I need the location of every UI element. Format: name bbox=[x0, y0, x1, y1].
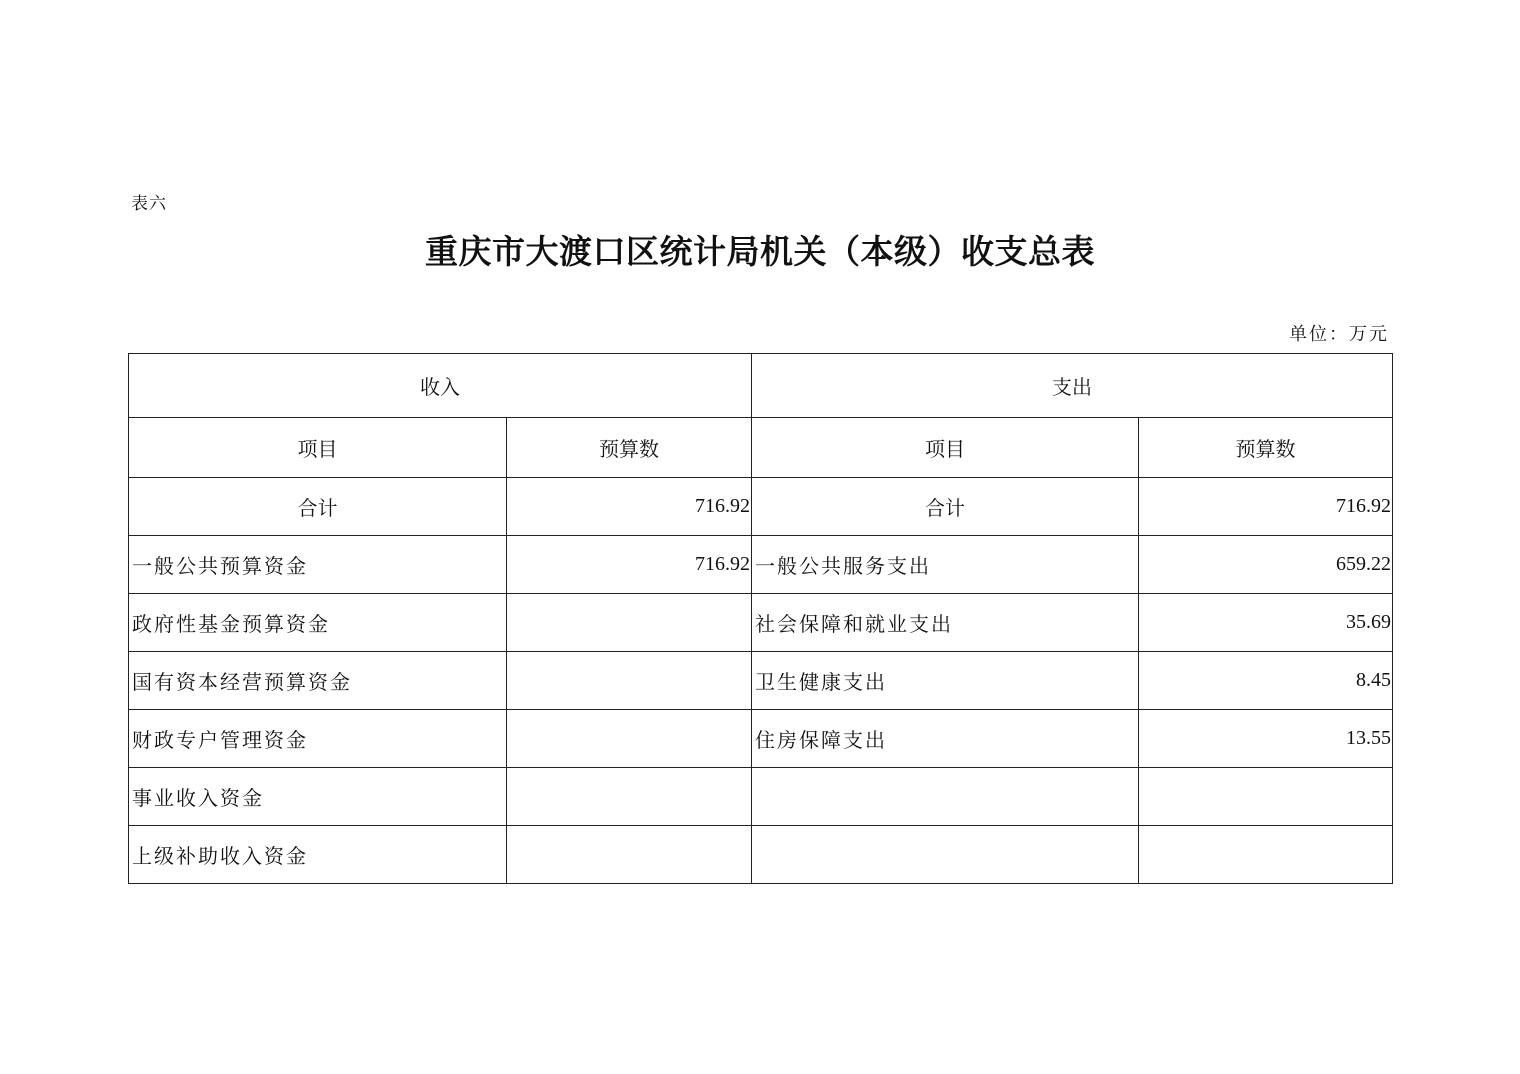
expense-item-cell: 卫生健康支出 bbox=[752, 652, 1139, 710]
income-amount-cell bbox=[507, 652, 752, 710]
total-row bbox=[129, 478, 1393, 536]
column-header-row bbox=[129, 418, 1393, 478]
expense-amount-cell bbox=[1139, 768, 1393, 826]
income-amount-cell bbox=[507, 826, 752, 884]
income-item-cell: 财政专户管理资金 bbox=[129, 710, 507, 768]
page-title: 重庆市大渡口区统计局机关（本级）收支总表 bbox=[425, 232, 1095, 271]
table-row bbox=[129, 768, 1393, 826]
expense-amount-cell: 8.45 bbox=[1139, 652, 1393, 710]
income-amount-cell: 716.92 bbox=[507, 536, 752, 594]
income-item-header: 项目 bbox=[129, 418, 507, 478]
income-amount-cell bbox=[507, 768, 752, 826]
expense-item-cell bbox=[752, 768, 1139, 826]
expense-amount-cell: 35.69 bbox=[1139, 594, 1393, 652]
expense-item-cell: 社会保障和就业支出 bbox=[752, 594, 1139, 652]
income-amount-cell bbox=[507, 594, 752, 652]
expense-item-header: 项目 bbox=[752, 418, 1139, 478]
unit-note: 单位：万元 bbox=[1289, 324, 1389, 345]
expense-amount-cell: 716.92 bbox=[1139, 478, 1393, 536]
income-amount-header: 预算数 bbox=[507, 418, 752, 478]
income-item-cell: 一般公共预算资金 bbox=[129, 536, 507, 594]
expense-amount-cell: 659.22 bbox=[1139, 536, 1393, 594]
table-label: 表六 bbox=[131, 194, 167, 214]
table-row bbox=[129, 710, 1393, 768]
expense-amount-cell bbox=[1139, 826, 1393, 884]
expense-item-cell: 合计 bbox=[752, 478, 1139, 536]
income-item-cell: 事业收入资金 bbox=[129, 768, 507, 826]
income-item-cell: 政府性基金预算资金 bbox=[129, 594, 507, 652]
table-row bbox=[129, 594, 1393, 652]
expense-item-cell bbox=[752, 826, 1139, 884]
group-header-row bbox=[129, 354, 1393, 418]
expense-amount-cell: 13.55 bbox=[1139, 710, 1393, 768]
table-row bbox=[129, 652, 1393, 710]
table-row bbox=[129, 826, 1393, 884]
expense-item-cell: 一般公共服务支出 bbox=[752, 536, 1139, 594]
income-expense-summary-table bbox=[128, 353, 1393, 884]
income-item-cell: 合计 bbox=[129, 478, 507, 536]
table-row bbox=[129, 536, 1393, 594]
income-group-header: 收入 bbox=[129, 354, 752, 418]
income-item-cell: 国有资本经营预算资金 bbox=[129, 652, 507, 710]
expense-item-cell: 住房保障支出 bbox=[752, 710, 1139, 768]
expense-amount-header: 预算数 bbox=[1139, 418, 1393, 478]
income-amount-cell bbox=[507, 710, 752, 768]
income-amount-cell: 716.92 bbox=[507, 478, 752, 536]
expense-group-header: 支出 bbox=[752, 354, 1393, 418]
income-item-cell: 上级补助收入资金 bbox=[129, 826, 507, 884]
